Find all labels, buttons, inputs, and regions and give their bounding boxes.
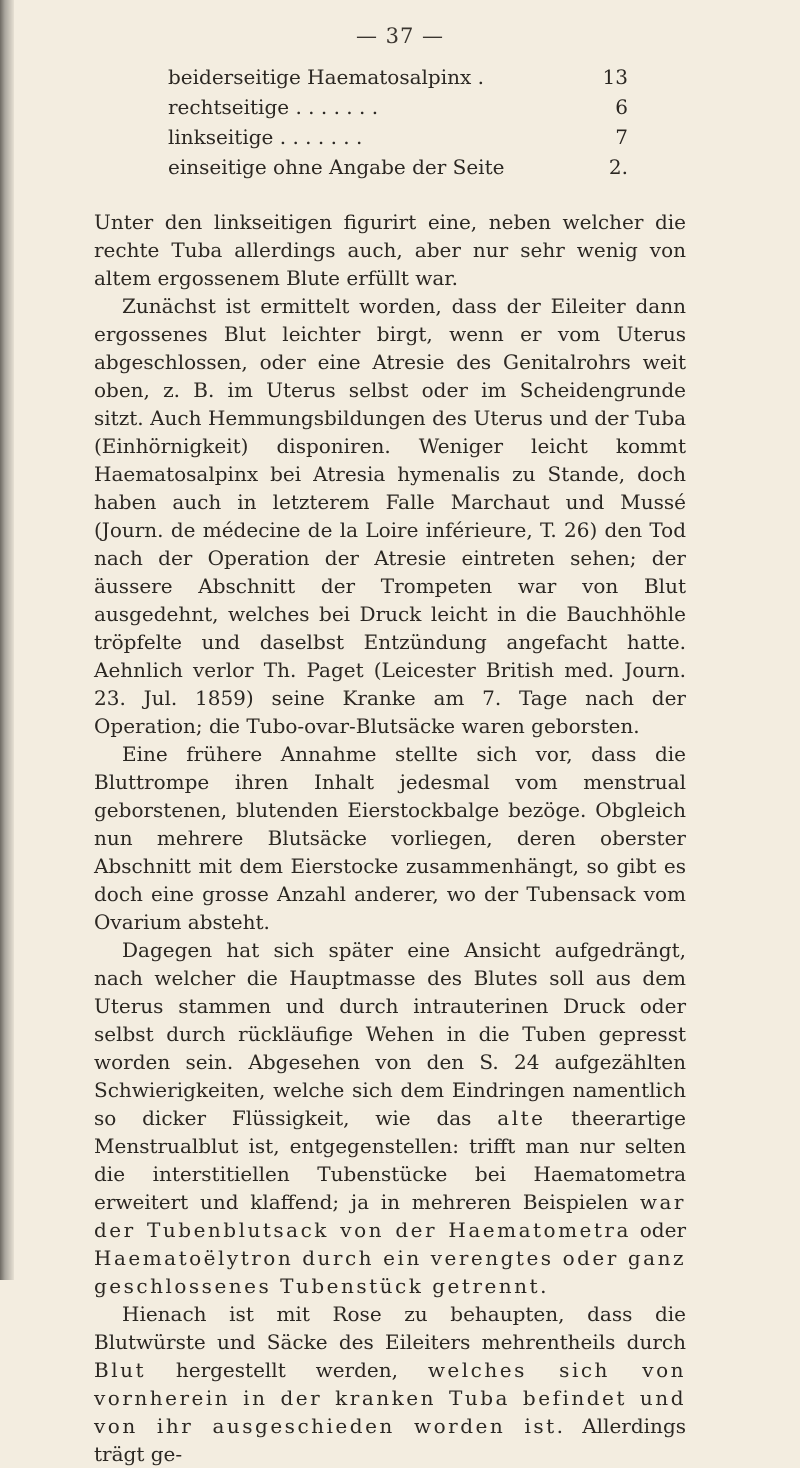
listing-value: 2. [608, 155, 628, 179]
listing-row [168, 152, 628, 182]
listing-label: linkseitige . . . . . . . [168, 125, 363, 149]
text-segment: Unter den linkseitigen figurirt eine, neben welcher die rechte Tuba allerdings auch, aber nur sehr wenig von altem ergossenem Blute erfüllt war. [94, 210, 686, 290]
listing-label: einseitige ohne Angabe der Seite [168, 155, 505, 179]
paragraph [94, 936, 686, 1300]
text-segment: Allerdings trägt ge- [94, 1414, 687, 1466]
listing-row [168, 92, 628, 122]
spaced-emphasis: alte [497, 1106, 546, 1130]
listing-label: beiderseitige Haematosalpinx . [168, 65, 484, 89]
statistics-listing [168, 62, 628, 182]
body-text [94, 208, 686, 1468]
listing-row [168, 122, 628, 152]
text-segment: Hienach ist mit Rose zu behaupten, dass die Blutwürste und Säcke des Eileiters mehrentheils durch [94, 1302, 686, 1354]
listing-value: 6 [615, 95, 628, 119]
text-segment: oder [630, 1218, 687, 1242]
text-segment: Dagegen hat sich später eine Ansicht aufgedrängt, nach welcher die Hauptmasse des Blutes soll aus dem Uterus stammen und durch intrauterinen Druck oder selbst durch rückläufige Wehen in die Tuben gepresst worden sein. Abgesehen von den S. 24 aufgezählten Schwierigkeiten, welche sich dem Eindringen namentlich so dicker Flüssigkeit, wie das [94, 938, 686, 1130]
page-number: — 37 — [355, 24, 445, 48]
spaced-emphasis: Haematoëlytron durch ein verengtes oder ganz geschlossenes Tubenstück getrennt. [94, 1246, 686, 1298]
text-segment: Zunächst ist ermittelt worden, dass der Eileiter dann ergossenes Blut leichter birgt, wenn er vom Uterus abgeschlossen, oder eine Atresie des Genitalrohrs weit oben, z. B. im Uterus selbst oder im Scheidengrunde sitzt. Auch Hemmungsbildungen des Uterus und der Tuba (Einhörnigkeit) disponiren. Weniger leicht kommt Haematosalpinx bei Atresia hymenalis zu Stande, doch haben auch in letzterem Falle Marchaut und Mussé (Journ. de médecine de la Loire inférieure, T. 26) den Tod nach der Operation der Atresie eintreten sehen; der äussere Abschnitt der Trompeten war von Blut ausgedehnt, welches bei Druck leicht in die Bauchhöhle tröpfelte und daselbst Entzündung angefacht hatte. Aehnlich verlor Th. Paget (Leicester British med. Journ. 23. Jul. 1859) seine Kranke am 7. Tage nach der Operation; die Tubo-ovar-Blutsäcke waren geborsten. [94, 294, 686, 738]
text-segment: Eine frühere Annahme stellte sich vor, dass die Bluttrompe ihren Inhalt jedesmal vom menstrual geborstenen, blutenden Eierstockbalge bezöge. Obgleich nun mehrere Blutsäcke vorliegen, deren oberster Abschnitt mit dem Eierstocke zusammenhängt, so gibt es doch eine grosse Anzahl anderer, wo der Tubensack vom Ovarium absteht. [94, 742, 686, 934]
spaced-emphasis: welches sich von vornherein in der kranken Tuba befindet und von ihr ausgeschieden worden ist. [94, 1358, 686, 1438]
listing-value: 7 [615, 125, 628, 149]
listing-value: 13 [602, 65, 628, 89]
spaced-emphasis: Blut [94, 1358, 147, 1382]
listing-label: rechtseitige . . . . . . . [168, 95, 379, 119]
text-segment: hergestellt werden, [146, 1358, 428, 1382]
paragraph [94, 740, 686, 936]
paragraph [94, 208, 686, 292]
page-edge-shadow [0, 0, 14, 1280]
spaced-emphasis: war der Tubenblutsack von der Haematometra [94, 1190, 686, 1242]
listing-row [168, 62, 628, 92]
text-segment: theerartige Menstrualblut ist, entgegenstellen: trifft man nur selten die interstitiellen Tubenstücke bei Haematometra erweitert und klaffend; ja in mehreren Beispielen [94, 1106, 686, 1214]
paragraph [94, 292, 686, 740]
paragraph [94, 1300, 686, 1468]
